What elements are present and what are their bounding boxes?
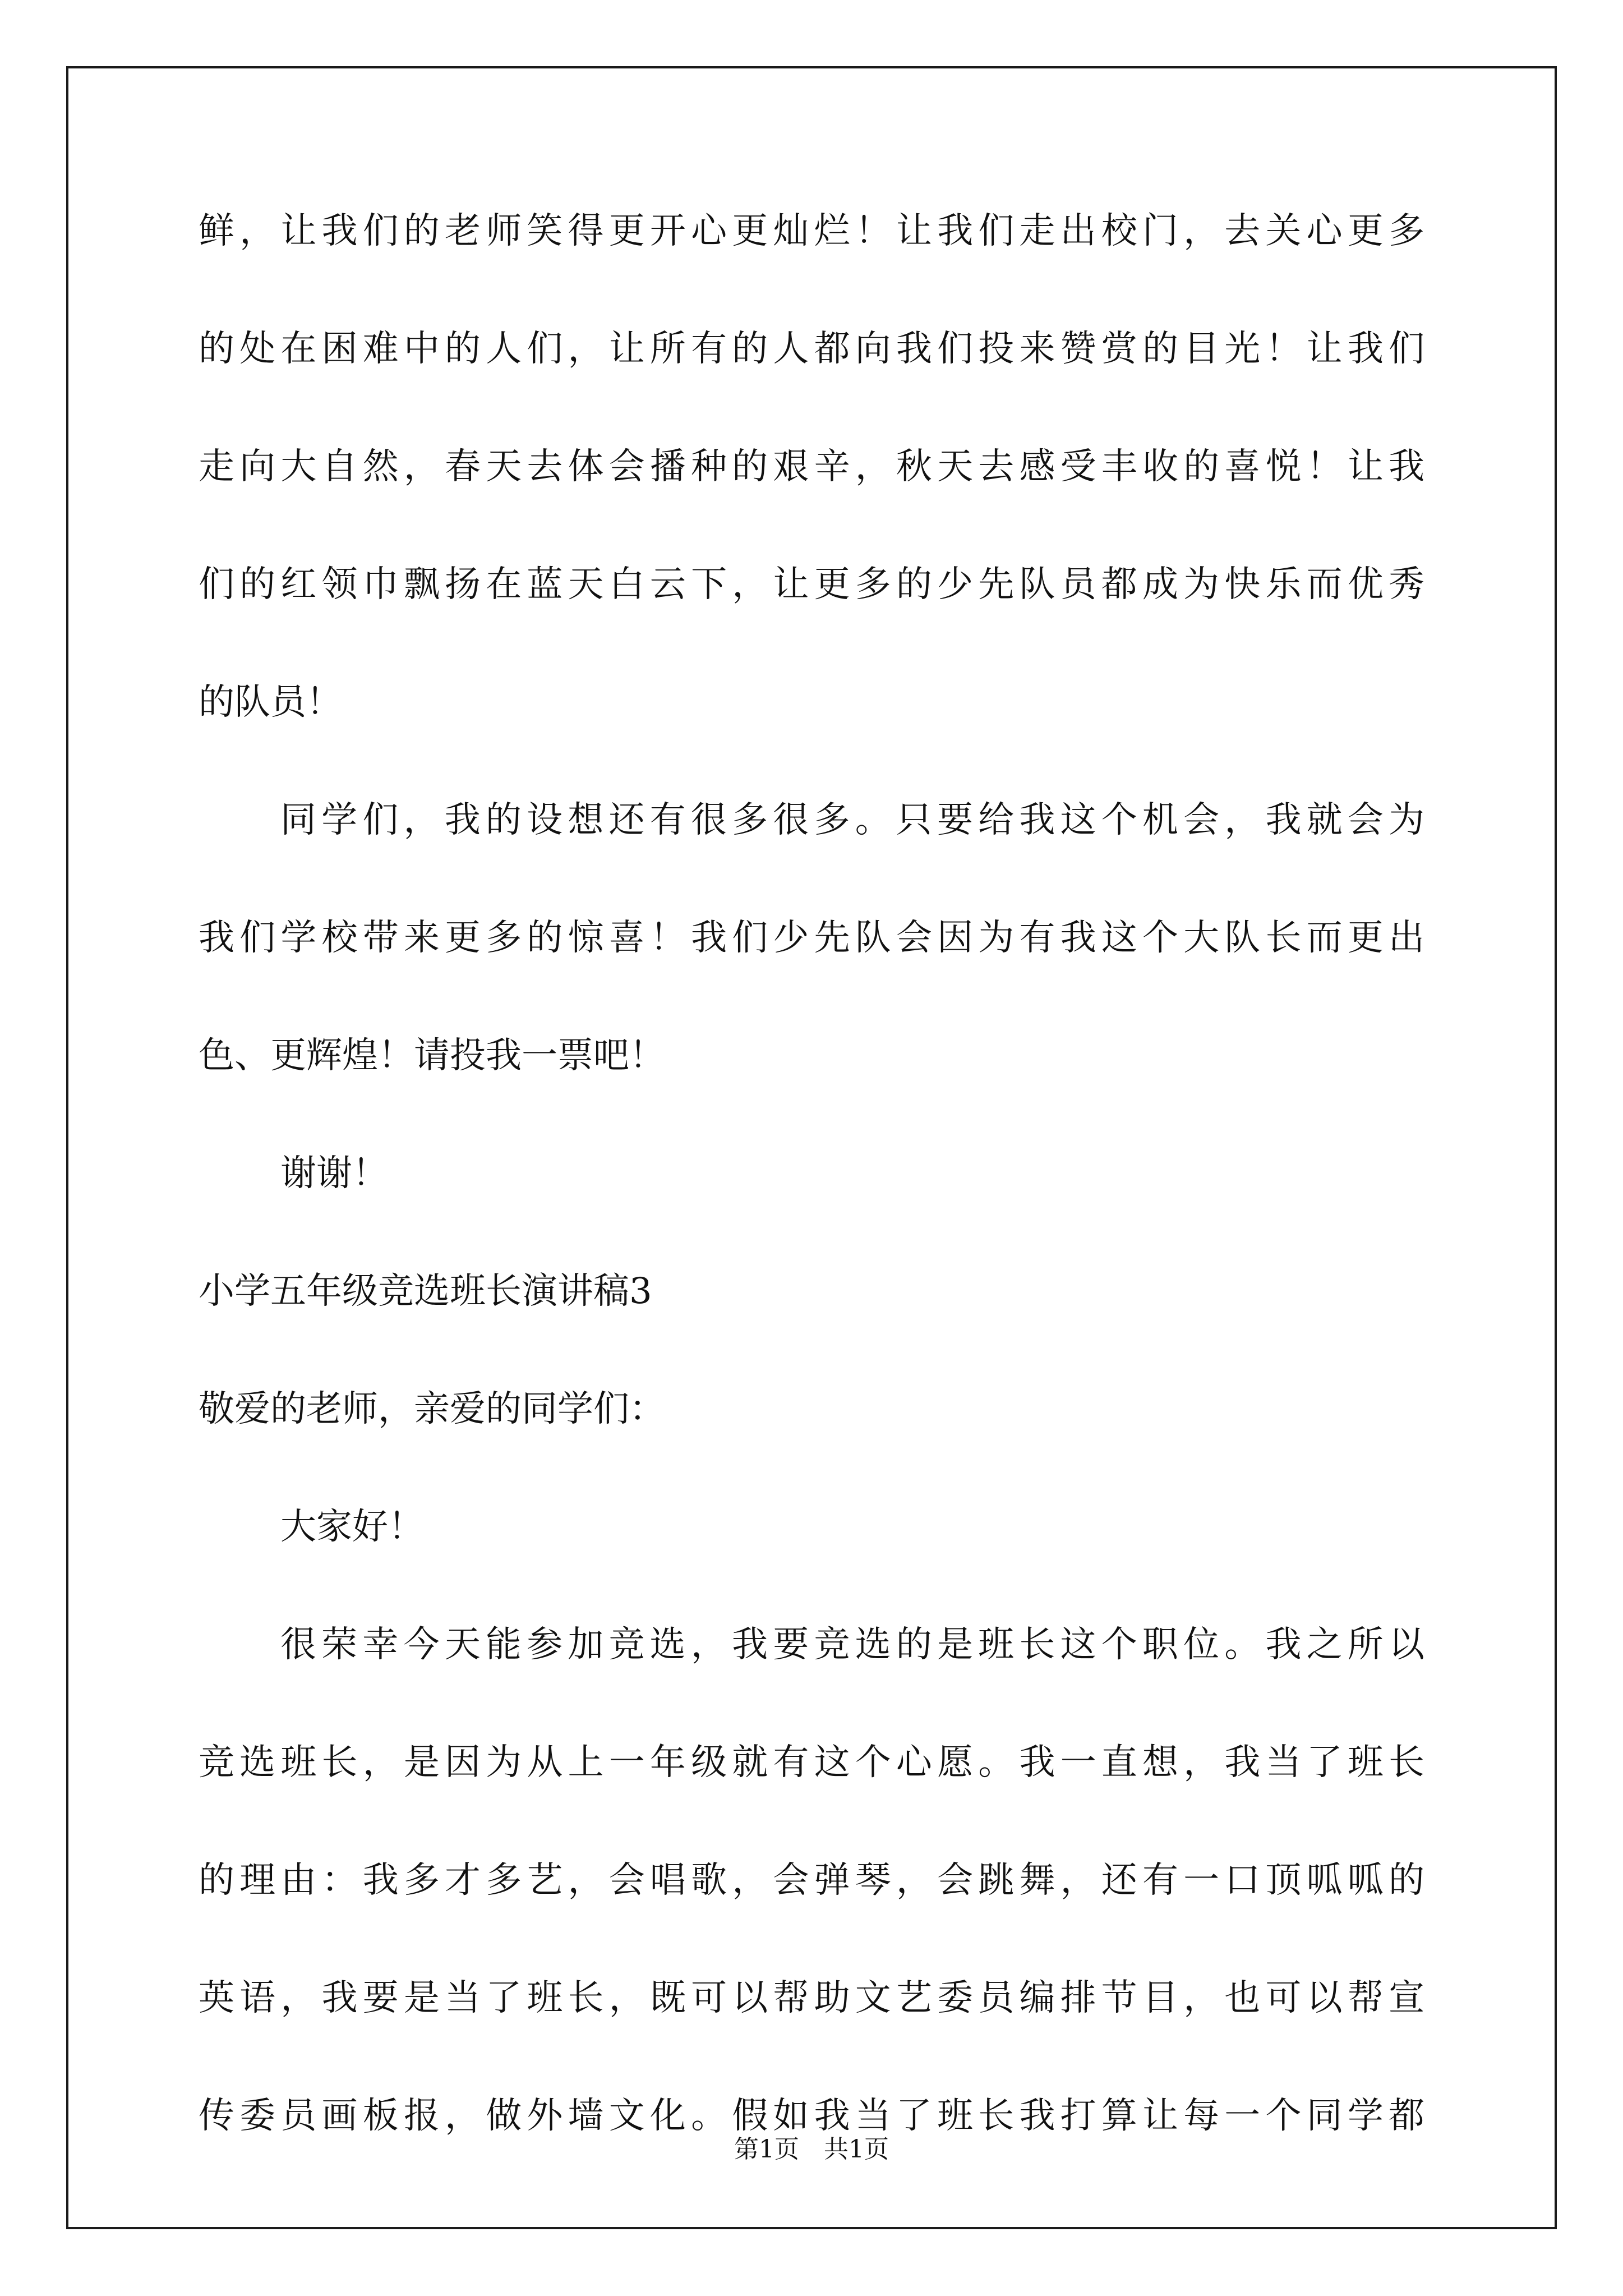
text-line: 小学五年级竞选班长演讲稿3 (199, 1271, 652, 1312)
text-line: 竞选班长，是因为从上一年级就有这个心愿。我一直想，我当了班长 (199, 1742, 1424, 1783)
document-body (199, 210, 1424, 2216)
page-total: 共1页 (824, 2135, 889, 2164)
text-line: 谢谢！ (280, 1153, 388, 1194)
text-line: 的理由：我多才多艺，会唱歌，会弹琴，会跳舞，还有一口顶呱呱的 (199, 1860, 1424, 1901)
text-line: 同学们，我的设想还有很多很多。只要给我这个机会，我就会为 (280, 799, 1424, 841)
text-line: 的处在困难中的人们，让所有的人都向我们投来赞赏的目光！让我们 (199, 328, 1424, 370)
text-line: 色、更辉煌！请投我一票吧！ (199, 1035, 665, 1076)
text-line: 敬爱的老师，亲爱的同学们： (199, 1388, 665, 1430)
page-footer (0, 2137, 1623, 2162)
page-number: 第1页 (734, 2135, 799, 2164)
text-line: 们的红领巾飘扬在蓝天白云下，让更多的少先队员都成为快乐而优秀 (199, 564, 1424, 605)
text-line: 大家好！ (280, 1506, 424, 1548)
text-line: 鲜，让我们的老师笑得更开心更灿烂！让我们走出校门，去关心更多 (199, 210, 1424, 252)
text-line: 很荣幸今天能参加竞选，我要竞选的是班长这个职位。我之所以 (280, 1624, 1424, 1665)
text-line: 传委员画板报，做外墙文化。假如我当了班长我打算让每一个同学都 (199, 2095, 1424, 2137)
text-line: 我们学校带来更多的惊喜！我们少先队会因为有我这个大队长而更出 (199, 917, 1424, 959)
text-line: 的队员！ (199, 682, 342, 723)
text-line: 英语，我要是当了班长，既可以帮助文艺委员编排节目，也可以帮宣 (199, 1977, 1424, 2019)
text-line: 走向大自然，春天去体会播种的艰辛，秋天去感受丰收的喜悦！让我 (199, 446, 1424, 487)
